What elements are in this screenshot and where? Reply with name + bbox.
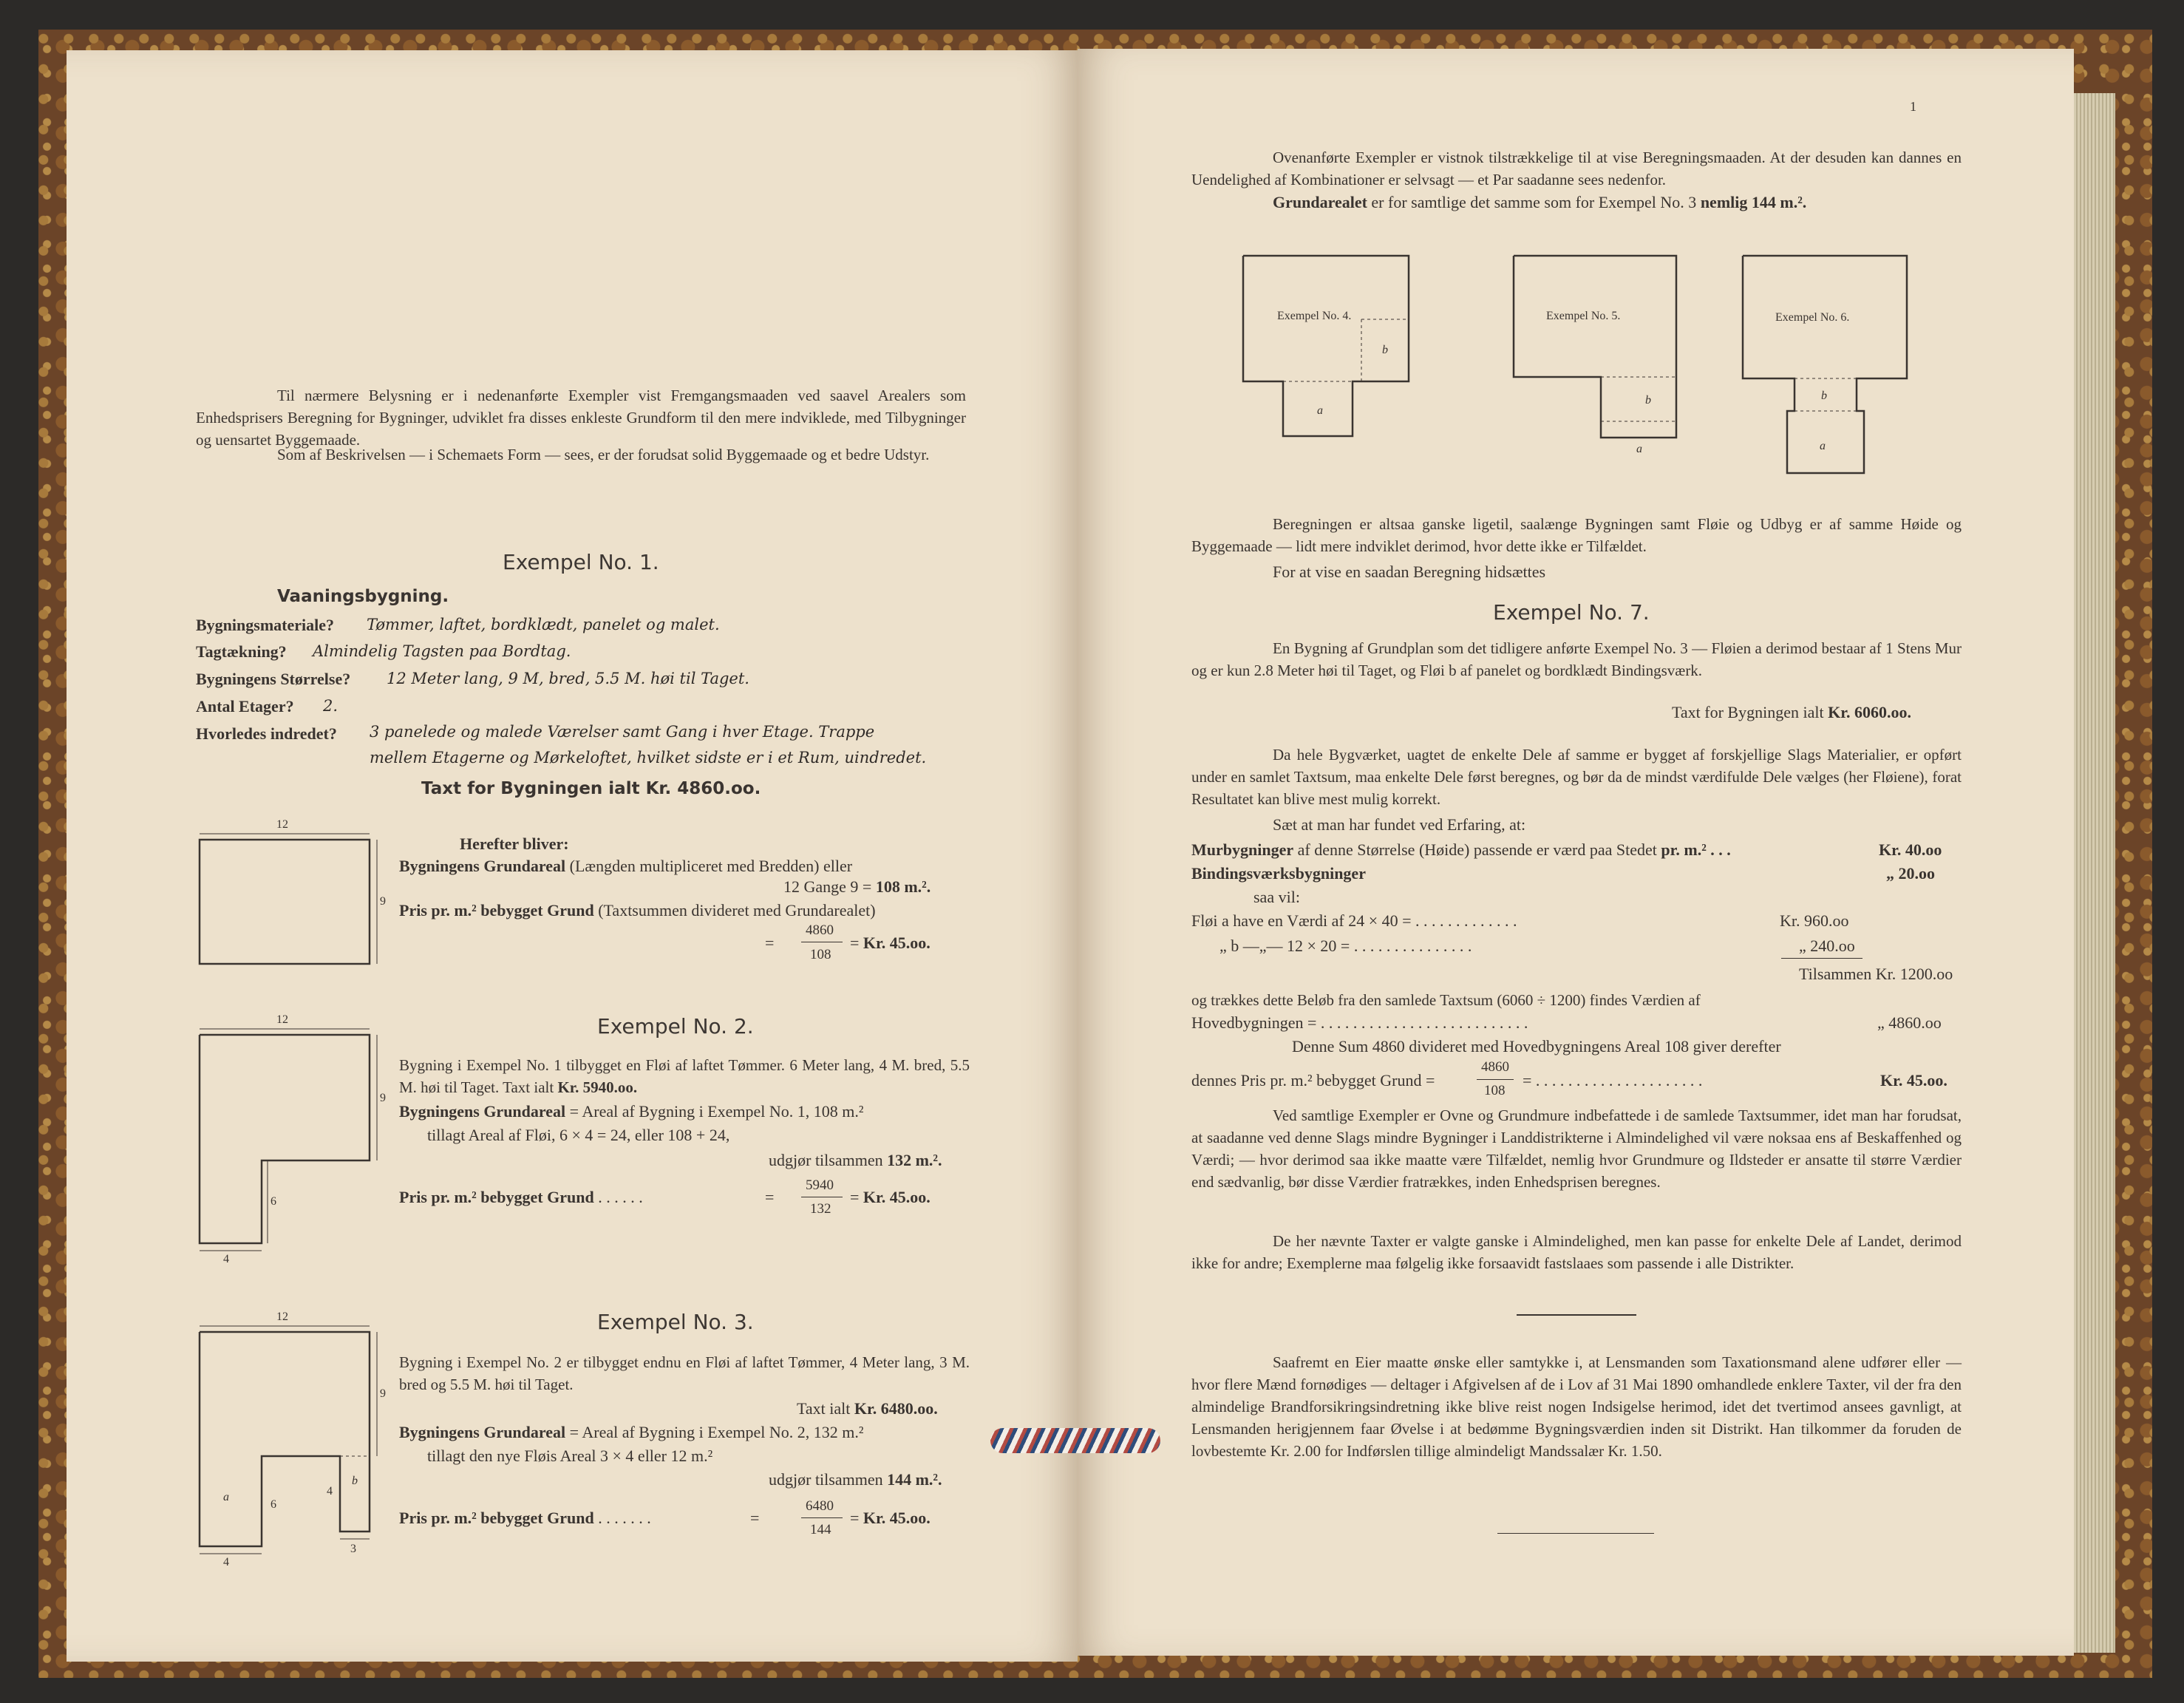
owner-paragraph: Saafremt en Eier maatte ønske eller samtykke i, at Lensmanden som Taxationsmand alene udfører eller — hvor flere Mænd fornødiges — deltager i Afgivelsen af de i Lov af 31 Mai 1890 omhandlede enklere Taxter, vil der fra den almindelige Brandforsikringsindretning ikke blive reist nogen Indsigelse herimod, idet det tvertimod ansees gavnligt, at Lensmanden herigjennem faar Øvelse i at bedømme Bygningsværdien inden sit Distrikt. Han tilkommer da foruden de lovbestemte Kr. 2.00 for Indførslen tillige almindeligt Mandssalær Kr. 1.50.	[1191, 1353, 1962, 1460]
area-line: Bygningens Grundareal (Længden multipliceret med Bredden) eller	[399, 857, 853, 875]
price-result-7: Kr. 45.oo.	[1880, 1071, 1947, 1090]
sum-line: Tilsammen Kr. 1200.oo	[1799, 965, 1953, 983]
ex2-price: Pris pr. m.² bebygget Grund . . . . . .	[399, 1188, 643, 1206]
ex2-area: Bygningens Grundareal = Areal af Bygning i Exempel No. 1, 108 m.²	[399, 1102, 864, 1121]
dim-6: 6	[271, 1498, 276, 1511]
plan-label-5: Exempel No. 5.	[1546, 310, 1621, 322]
frac-den-3: 144	[810, 1522, 831, 1537]
page-edges	[2074, 93, 2115, 1653]
label-roof: Tagtækning?	[196, 642, 287, 661]
plan-example-5	[1511, 253, 1688, 455]
area-calc: 12 Gange 9 = 108 m.².	[783, 877, 931, 896]
value-floors: 2.	[323, 697, 339, 715]
right-intro: Ovenanførte Exempler er vistnok tilstrækkelige til at vise Beregningsmaaden. At der desuden kan dannes en Uendelighed af Kombinationer er selvsagt — et Par saadanne sees nedenfor.	[1191, 149, 1962, 188]
dim-12: 12	[276, 1013, 288, 1026]
ex3-area: Bygningens Grundareal = Areal af Bygning i Exempel No. 2, 132 m.²	[399, 1423, 864, 1441]
frac-bar-7	[1477, 1079, 1514, 1080]
mur-line: Murbygninger af denne Størrelse (Høide) passende er værd paa Stedet pr. m.² . . .	[1191, 840, 1731, 859]
wing-a-value: Kr. 960.oo	[1780, 911, 1849, 930]
dim-9: 9	[380, 1387, 386, 1400]
ex3-area-3: udgjør tilsammen 144 m.².	[769, 1470, 942, 1489]
frac-num-7: 4860	[1481, 1059, 1509, 1075]
plan-label-4: Exempel No. 4.	[1277, 310, 1352, 322]
price-eq-3: =	[750, 1509, 760, 1527]
ex2-area-2: tillagt Areal af Fløi, 6 × 4 = 24, eller 108 + 24,	[427, 1126, 730, 1144]
divide-line: Denne Sum 4860 divideret med Hovedbygningens Areal 108 giver derefter	[1292, 1037, 1781, 1056]
taxes-paragraph: De her nævnte Taxter er valgte ganske i Almindelighed, men kan passe for enkelte Dele af Landet, derimod ikke for andre; Exemplerne maa følgelig ikke forsaavidt fastslaaes som passende i alle Distrikter.	[1191, 1232, 1962, 1272]
calc-paragraph-2: For at vise en saadan Beregning hidsættes	[1273, 562, 1546, 581]
plan-example-3	[194, 1301, 393, 1567]
label-floors: Antal Etager?	[196, 697, 294, 715]
divider-1	[1517, 1314, 1636, 1316]
plan-b-5: b	[1645, 394, 1651, 407]
saa-vil: saa vil:	[1253, 888, 1300, 906]
ex7-paragraph-2: Da hele Bygværket, uagtet de enkelte Dele af samme er bygget af forskjellige Slags Materialier, er opført under en samlet Taxtsum, maa enkelte Dele først beregnes, og bør da de mindst værdifulde Dele vælges (her Fløiene), forat Resultatet kan blive mest mulig korrekt.	[1191, 746, 1962, 808]
value-size: 12 Meter lang, 9 M, bred, 5.5 M. høi til Taget.	[387, 670, 749, 687]
plan-a-5: a	[1636, 443, 1642, 455]
ex3-total: Taxt ialt Kr. 6480.oo.	[797, 1399, 938, 1418]
frac-num-1: 4860	[806, 922, 834, 938]
price-eq-1: =	[765, 934, 775, 952]
example-7-title: Exempel No. 7.	[1493, 600, 1650, 625]
stoves-paragraph: Ved samtlige Exempler er Ovne og Grundmure indbefattede i de samlede Taxtsummer, idet man har forudsat, at saadanne ved denne Slags mindre Bygninger i Landdistrikterne i Almindelighed vil være noksaa ens af Beskaffenhed og Værdi; — hvor derimod saa ikke maatte være Tilfældet, nemlig hvor Grundmure og Ildsteder er ansatte til større Værdier end sædvanlig, bør disse Værdier fratrækkes, inden Enhedsprisen beregnes.	[1191, 1107, 1962, 1191]
plan-example-1	[194, 813, 393, 976]
frac-num-3: 6480	[806, 1498, 834, 1514]
frac-den-2: 132	[810, 1201, 831, 1217]
experience-line: Sæt at man har fundet ved Erfaring, at:	[1273, 815, 1526, 834]
divider-2	[1497, 1533, 1654, 1534]
frac-den-1: 108	[810, 947, 831, 962]
page-number: 1	[1910, 99, 1916, 114]
value-interior-1: 3 panelede og malede Værelser samt Gang i hver Etage. Trappe	[370, 723, 875, 741]
ex3-paragraph: Bygning i Exempel No. 2 er tilbygget endnu en Fløi af laftet Tømmer, 4 Meter lang, 3 M. bred og 5.5 M. høi til Taget.	[399, 1353, 970, 1393]
dim-4: 4	[223, 1556, 229, 1568]
sum-rule	[1781, 958, 1862, 959]
ex2-paragraph: Bygning i Exempel No. 1 tilbygget en Fløi af laftet Tømmer. 6 Meter lang, 4 M. bred, 5.5 M. høi til Taget. Taxt ialt Kr. 5940.oo.	[399, 1056, 970, 1096]
value-material: Tømmer, laftet, bordklædt, panelet og malet.	[367, 616, 720, 633]
example-3-title: Exempel No. 3.	[597, 1310, 754, 1334]
binding-price: „ 20.oo	[1886, 864, 1935, 883]
plan-a-6: a	[1820, 440, 1826, 452]
dim-12: 12	[276, 1311, 288, 1323]
plan-example-6	[1740, 253, 1917, 452]
price-result-2: = Kr. 45.oo.	[850, 1188, 931, 1206]
value-roof: Almindelig Tagsten paa Bordtag.	[313, 642, 571, 660]
herefter-label: Herefter bliver:	[460, 834, 569, 853]
frac-den-7: 108	[1484, 1083, 1506, 1098]
building-type: Vaaningsbygning.	[277, 587, 449, 606]
wing-b-value: „ 240.oo	[1799, 937, 1855, 955]
label-b: b	[352, 1475, 358, 1487]
price-result-3: = Kr. 45.oo.	[850, 1509, 931, 1527]
total-tax-1: Taxt for Bygningen ialt Kr. 4860.oo.	[421, 779, 761, 798]
ex2-area-3: udgjør tilsammen 132 m.².	[769, 1151, 942, 1169]
price-line: Pris pr. m.² bebygget Grund (Taxtsummen divideret med Grundarealet)	[399, 901, 876, 920]
plan-label-6: Exempel No. 6.	[1775, 311, 1850, 324]
price-line-7: dennes Pris pr. m.² bebygget Grund =	[1191, 1071, 1435, 1090]
ex7-paragraph: En Bygning af Grundplan som det tidligere anførte Exempel No. 3 — Fløien a derimod bestaar af 1 Stens Mur og er kun 2.8 Meter høi til Taget, og Fløi b af panelet og bordklædt Bindingsværk.	[1191, 639, 1962, 679]
price-eq-7: = . . . . . . . . . . . . . . . . . . . . .	[1523, 1071, 1703, 1090]
wing-b-line: „ b —„— 12 × 20 = . . . . . . . . . . . . . . .	[1219, 937, 1472, 955]
plan-example-2	[194, 1005, 393, 1264]
example-1-title: Exempel No. 1.	[503, 550, 659, 574]
frac-num-2: 5940	[806, 1177, 834, 1193]
dim-4a: 4	[327, 1485, 333, 1498]
frac-bar-3	[801, 1517, 843, 1518]
plan-b-6: b	[1821, 390, 1827, 402]
example-2-title: Exempel No. 2.	[597, 1014, 754, 1039]
ground-area-line: Grundarealet er for samtlige det samme som for Exempel No. 3 nemlig 144 m.².	[1273, 193, 1807, 211]
label-material: Bygningsmateriale?	[196, 616, 334, 634]
dim-6: 6	[271, 1195, 276, 1208]
plan-a-4: a	[1317, 404, 1323, 417]
plan-example-4	[1240, 253, 1418, 445]
binding-label: Bindingsværksbygninger	[1191, 864, 1366, 883]
main-building-value: „ 4860.oo	[1877, 1013, 1942, 1032]
price-result-1: = Kr. 45.oo.	[850, 934, 931, 952]
dim-9: 9	[380, 1092, 386, 1104]
dim-3: 3	[350, 1543, 356, 1555]
calc-paragraph: Beregningen er altsaa ganske ligetil, saalænge Bygningen samt Fløie og Udbyg er af samme Høide og Byggemaade — lidt mere indviklet derimod, hvor dette ikke er Tilfældet.	[1191, 515, 1962, 555]
ex3-area-2: tillagt den nye Fløis Areal 3 × 4 eller 12 m.²	[427, 1447, 713, 1465]
label-interior: Hvorledes indredet?	[196, 724, 337, 743]
dim-9: 9	[380, 895, 386, 908]
label-a: a	[223, 1491, 229, 1503]
dim-12: 12	[276, 818, 288, 831]
binding-thread	[990, 1428, 1160, 1453]
ex7-total: Taxt for Bygningen ialt Kr. 6060.oo.	[1672, 703, 1911, 721]
deduct-paragraph: og trækkes dette Beløb fra den samlede Taxtsum (6060 ÷ 1200) findes Værdien af	[1191, 991, 1701, 1009]
label-size: Bygningens Størrelse?	[196, 670, 351, 688]
value-interior-2: mellem Etagerne og Mørkeloftet, hvilket sidste er i et Rum, uindredet.	[370, 749, 927, 766]
mur-price: Kr. 40.oo	[1879, 840, 1942, 859]
plan-b-4: b	[1382, 344, 1388, 356]
wing-a-line: Fløi a have en Værdi af 24 × 40 = . . . . . . . . . . . . .	[1191, 911, 1517, 930]
main-building: Hovedbygningen = . . . . . . . . . . . . . . . . . . . . . . . . . .	[1191, 1013, 1528, 1032]
ex3-price: Pris pr. m.² bebygget Grund . . . . . . .	[399, 1509, 651, 1527]
dim-4: 4	[223, 1253, 229, 1265]
price-eq-2: =	[765, 1188, 775, 1206]
intro-paragraph: Til nærmere Belysning er i nedenanførte Exempler vist Fremgangsmaaden ved saavel Arealers som Enhedsprisers Beregning for Bygninger, udviklet fra disses enkleste Grundform til den mere indviklede, med Tilbygninger og uensartet Byggemaade.	[196, 387, 966, 449]
intro-paragraph-2: Som af Beskrivelsen — i Schemaets Form — sees, er der forudsat solid Byggemaade og et bedre Udstyr.	[277, 446, 930, 463]
